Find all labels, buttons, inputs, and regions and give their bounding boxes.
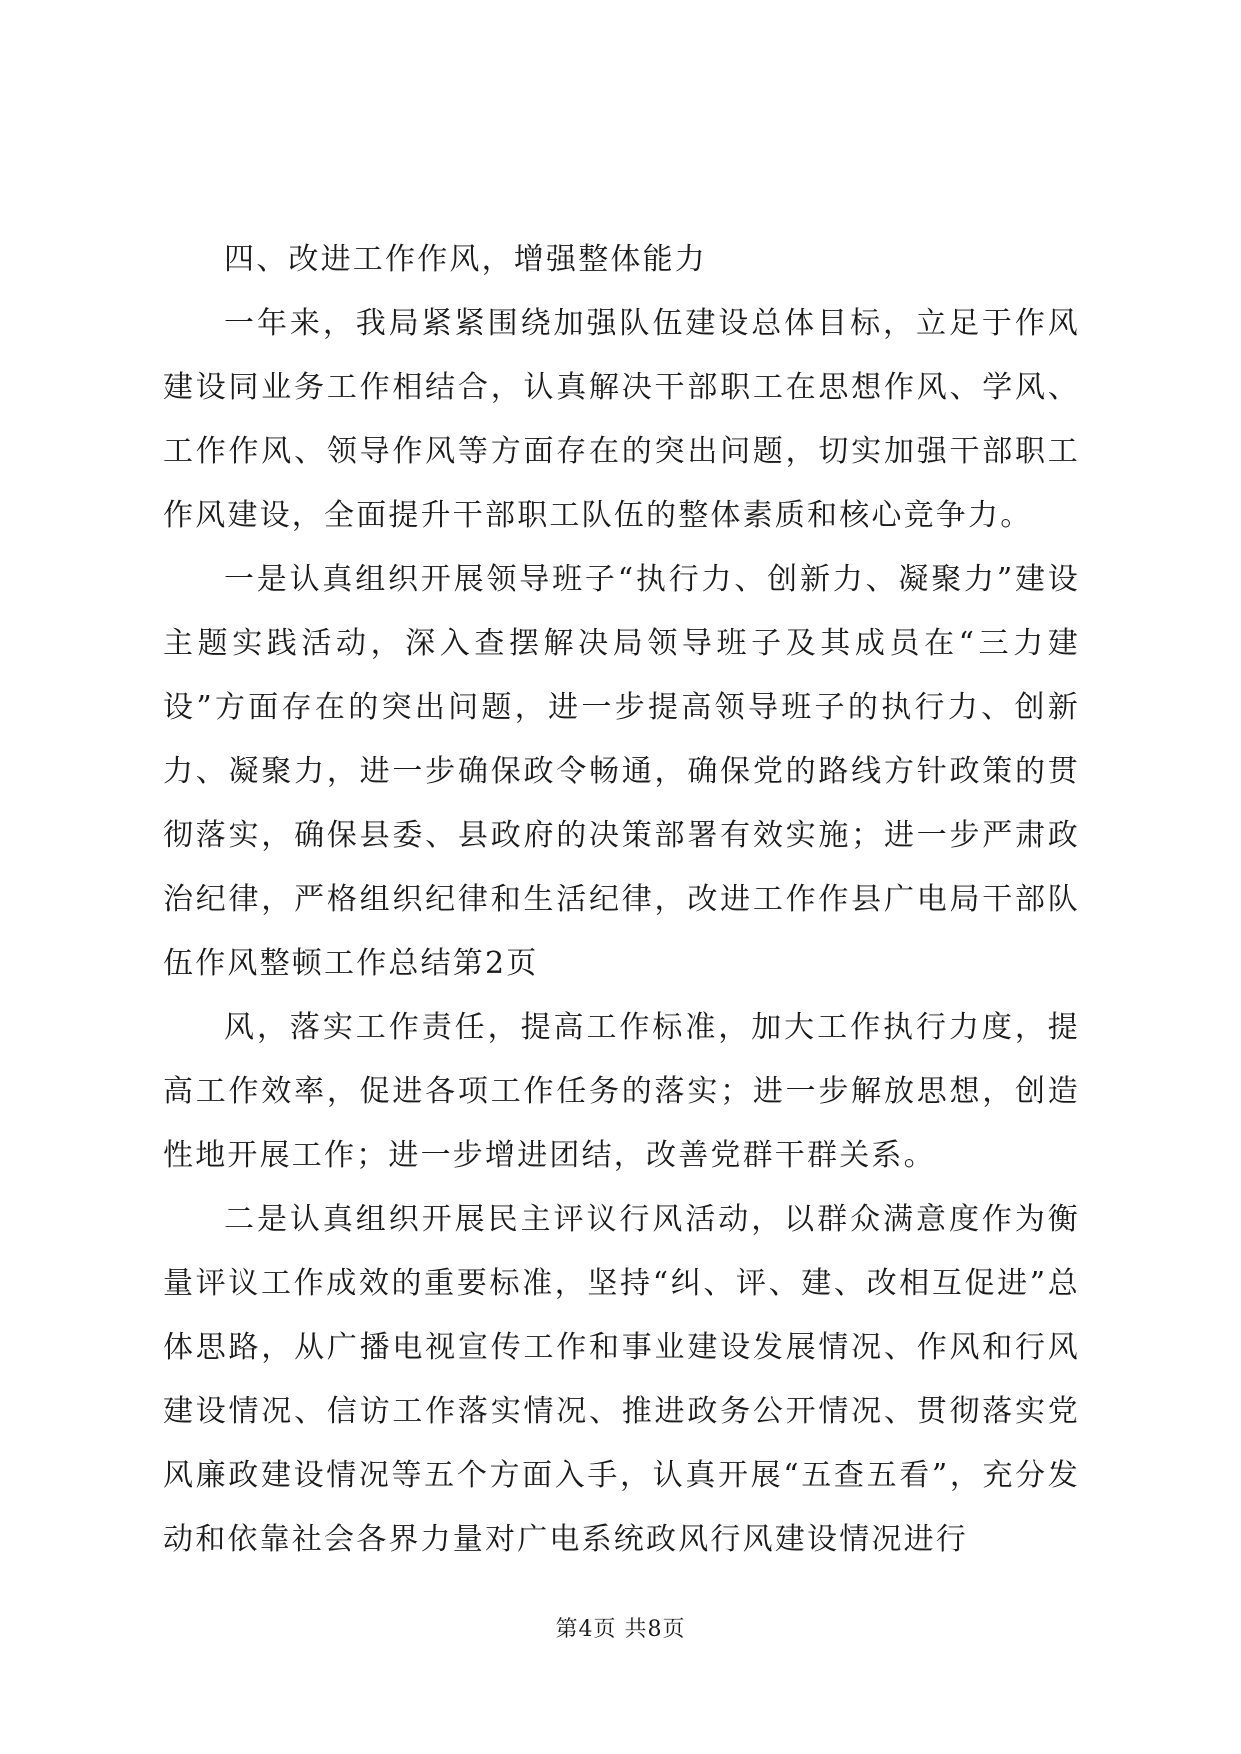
paragraph-leadership-building: 一是认真组织开展领导班子“执行力、创新力、凝聚力”建设主题实践活动，深入查摆解决局领导班子及其成员在“三力建设”方面存在的突出问题，进一步提高领导班子的执行力、创新力、凝聚力，进一步确保政令畅通，确保党的路线方针政策的贯彻落实，确保县委、县政府的决策部署有效实施；进一步严肃政治纪律，严格组织纪律和生活纪律，改进工作作县广电局干部队伍作风整顿工作总结第2页 [163, 562, 1080, 981]
paragraph-democratic-evaluation: 二是认真组织开展民主评议行风活动，以群众满意度作为衡量评议工作成效的重要标准，坚持“纠、评、建、改相互促进”总体思路，从广播电视宣传工作和事业建设发展情况、作风和行风建设情况、信访工作落实情况、推进政务公开情况、贯彻落实党风廉政建设情况等五个方面入手，认真开展“五查五看”，充分发动和依靠社会各界力量对广电系统政风行风建设情况进行 [163, 1202, 1080, 1557]
paragraph-work-responsibility: 风，落实工作责任，提高工作标准，加大工作执行力度，提高工作效率，促进各项工作任务的落实；进一步解放思想，创造性地开展工作；进一步增进团结，改善党群干群关系。 [163, 1010, 1080, 1173]
document-body [163, 228, 1080, 1572]
paragraph-overview: 一年来，我局紧紧围绕加强队伍建设总体目标，立足于作风建设同业务工作相结合，认真解决干部职工在思想作风、学风、工作作风、领导作风等方面存在的突出问题，切实加强干部职工作风建设，全面提升干部职工队伍的整体素质和核心竞争力。 [163, 306, 1080, 533]
section-heading: 四、改进工作作风，增强整体能力 [224, 242, 707, 277]
page-footer: 第4页 共8页 [555, 1617, 686, 1642]
